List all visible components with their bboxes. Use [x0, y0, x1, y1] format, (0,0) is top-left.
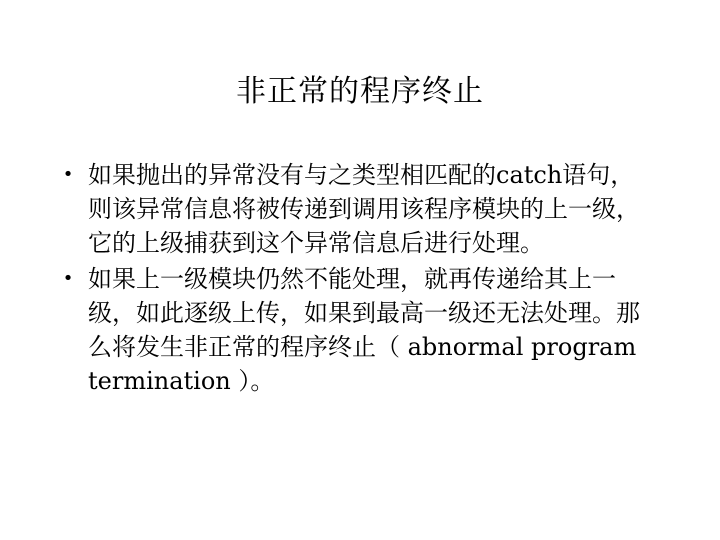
bullet-list [58, 158, 658, 400]
slide-title: 非正常的程序终止 [236, 74, 484, 109]
bullet-icon: • [62, 164, 74, 185]
bullet-item [58, 158, 658, 260]
bullet-text: 如果上一级模块仍然不能处理，就再传递给其上一级，如此逐级上传，如果到最高一级还无法处理。那么将发生非正常的程序终止（ abnormal program termination ）。 [88, 265, 640, 395]
bullet-text: 如果抛出的异常没有与之类型相匹配的catch语句，则该异常信息将被传递到调用该程序模块的上一级，它的上级捕获到这个异常信息后进行处理。 [88, 161, 640, 257]
bullet-icon: • [62, 268, 74, 289]
bullet-item [58, 262, 658, 398]
